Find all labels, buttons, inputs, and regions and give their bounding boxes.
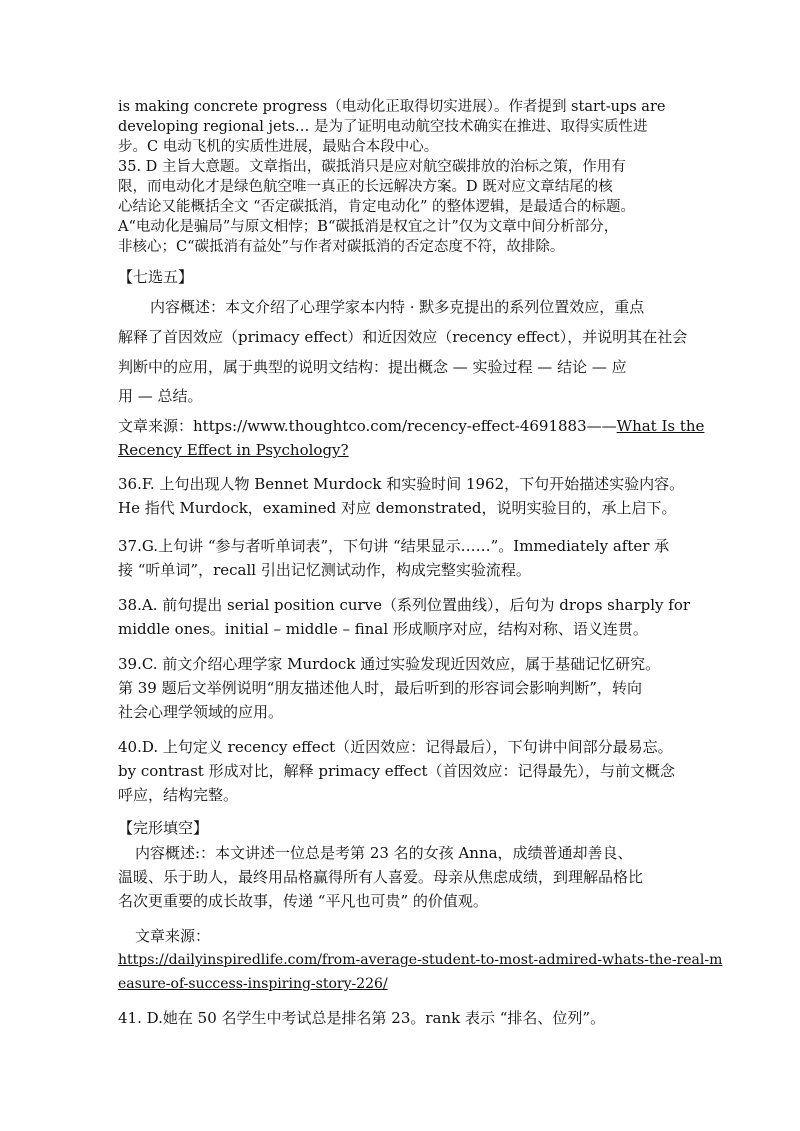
answer-40-line: 40.D. 上句定义 recency effect（近因效应：记得最后），下句讲中间部分最易忘。 (118, 738, 673, 756)
answer-37-line: 接 “听单词”，recall 引出记忆测试动作，构成完整实验流程。 (118, 561, 531, 579)
answer-39-line: 39.C. 前文介绍心理学家 Murdock 通过实验发现近因效应，属于基础记忆研究。 (118, 655, 661, 673)
answer-36-line: 36.F. 上句出现人物 Bennet Murdock 和实验时间 1962，下句开始描述实验内容。 (118, 475, 685, 493)
answer-34-line: 步。C 电动飞机的实质性进展，最贴合本段中心。 (118, 139, 439, 155)
cloze-source-link[interactable]: https://dailyinspiredlife.com/from-average-student-to-most-admired-whats-the-real-m (118, 952, 723, 968)
answer-35-line: 心结论又能概括全文 “否定碳抵消，肯定电动化” 的整体逻辑，是最适合的标题。 (118, 199, 636, 215)
answer-34-line: developing regional jets… 是为了证明电动航空技术确实在推进、取得实质性进 (118, 119, 648, 135)
answer-40-line: 呼应，结构完整。 (118, 786, 239, 804)
answer-35-line: 限，而电动化才是绿色航空唯一真正的长远解决方案。D 既对应文章结尾的核 (118, 179, 613, 195)
overview-line: 内容概述：本文介绍了心理学家本内特 · 默多克提出的系列位置效应，重点 (150, 298, 645, 316)
answer-35-line: 非核心；C“碳抵消有益处”与作者对碳抵消的否定态度不符，故排除。 (118, 239, 565, 255)
section-heading-seven-choose-five: 【七选五】 (118, 268, 194, 286)
overview-line: 解释了首因效应（primacy effect）和近因效应（recency effect），并说明其在社会 (118, 328, 688, 346)
answer-36-line: He 指代 Murdock，examined 对应 demonstrated，说明实验目的，承上启下。 (118, 499, 677, 517)
answer-35-line: 35. D 主旨大意题。文章指出，碳抵消只是应对航空碳排放的治标之策，作用有 (118, 159, 626, 175)
answer-40-line: by contrast 形成对比，解释 primacy effect（首因效应：记得最先），与前文概念 (118, 762, 676, 780)
article-source-line (118, 416, 704, 436)
cloze-overview-line: 内容概述:：本文讲述一位总是考第 23 名的女孩 Anna，成绩普通却善良、 (135, 844, 633, 862)
answer-37-line: 37.G.上句讲 “参与者听单词表”，下句讲 “结果显示……”。Immediately after 承 (118, 537, 670, 555)
source-prefix: 文章来源：https://www.thoughtco.com/recency-effect-4691883—— (118, 417, 617, 435)
answer-38-line: middle ones。initial – middle – final 形成顺序对应，结构对称、语义连贯。 (118, 620, 648, 638)
cloze-overview-line: 名次更重要的成长故事，传递 “平凡也可贵” 的价值观。 (118, 892, 488, 910)
answer-38-line: 38.A. 前句提出 serial position curve（系列位置曲线），后句为 drops sharply for (118, 596, 691, 614)
source-title-link[interactable]: Recency Effect in Psychology? (118, 441, 349, 459)
answer-39-line: 第 39 题后文举例说明“朋友描述他人时，最后听到的形容词会影响判断”，转向 (118, 679, 642, 697)
answer-35-line: A“电动化是骗局”与原文相悖；B“碳抵消是权宜之计”仅为文章中间分析部分， (118, 219, 619, 235)
overview-line: 判断中的应用，属于典型的说明文结构：提出概念 — 实验过程 — 结论 — 应 (118, 358, 627, 376)
cloze-overview-line: 温暖、乐于助人，最终用品格赢得所有人喜爱。母亲从焦虑成绩，到理解品格比 (118, 868, 644, 886)
answer-41-line: 41. D.她在 50 名学生中考试总是排名第 23。rank 表示 “排名、位列”。 (118, 1009, 606, 1027)
section-heading-cloze: 【完形填空】 (118, 819, 209, 837)
answer-39-line: 社会心理学领域的应用。 (118, 703, 284, 721)
overview-line: 用 — 总结。 (118, 387, 203, 405)
cloze-source-label: 文章来源： (135, 927, 211, 945)
source-title-link[interactable]: What Is the (616, 417, 705, 435)
answer-34-line: is making concrete progress（电动化正取得切实进展）。作者提到 start-ups are (118, 99, 666, 115)
cloze-source-link[interactable]: easure-of-success-inspiring-story-226/ (118, 976, 388, 992)
